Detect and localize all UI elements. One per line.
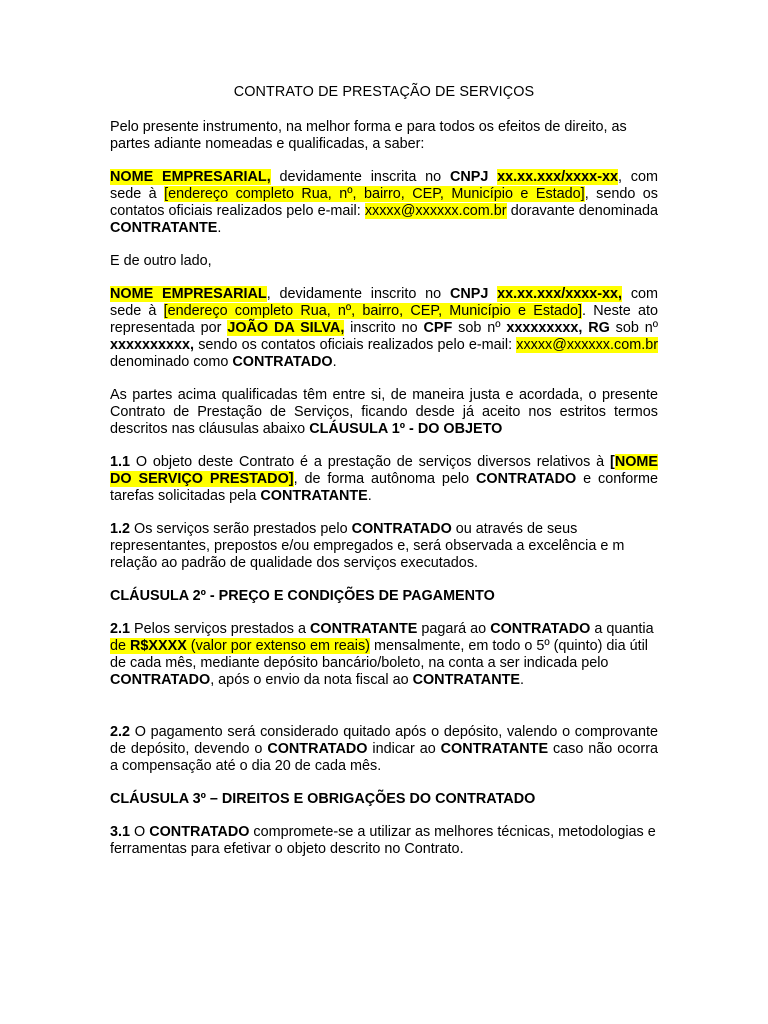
role-contratante: CONTRATANTE xyxy=(260,488,368,504)
text-run: inscrito no xyxy=(344,320,424,336)
role-contratado: CONTRATADO xyxy=(490,621,591,637)
text-run: Pelos serviços prestados a xyxy=(130,621,310,637)
clause-number: 3.1 xyxy=(110,824,131,840)
payment-amount xyxy=(110,638,370,654)
text-run: indicar ao xyxy=(367,741,441,757)
contratante-cnpj: xx.xx.xxx/xxxx-xx xyxy=(497,169,618,185)
text-run xyxy=(488,169,497,185)
contratante-address: [endereço completo Rua, nº, bairro, CEP, Município e Estado] xyxy=(164,186,585,202)
text-run: e conforme tarefas solicitadas pela xyxy=(110,471,658,504)
text-run: , sendo os contatos oficiais realizados pelo e-mail: xyxy=(110,186,658,219)
role-contratante: CONTRATANTE xyxy=(309,621,418,637)
text-run: sendo os contatos oficiais realizados pelo e-mail: xyxy=(194,337,517,353)
rg-number: xxxxxxxxxx, xyxy=(110,337,195,353)
text-run: sob nº xyxy=(609,320,658,336)
contratado-paragraph xyxy=(110,286,658,371)
contratante-name: NOME EMPRESARIAL, xyxy=(110,169,271,185)
text-run: , com sede à xyxy=(110,169,658,202)
text-run: de xyxy=(110,638,131,654)
text-run xyxy=(488,286,497,302)
text-run: devidamente inscrita no xyxy=(270,169,450,185)
text-run: ou através de seus representantes, prepostos e/ou empregados e, será observada a excelência e m relação ao padrão de qualidade dos serviços executados. xyxy=(110,521,625,571)
clause-1-1 xyxy=(110,454,658,505)
text-run: denominado como xyxy=(110,354,233,370)
clause-2-1 xyxy=(110,621,658,689)
text-run: . xyxy=(217,220,222,236)
cpf-label: CPF xyxy=(423,320,453,336)
document-title: CONTRATO DE PRESTAÇÃO DE SERVIÇOS xyxy=(233,84,535,100)
text-run: O pagamento será considerado quitado após o depósito, valendo o comprovante de depósito, devendo o xyxy=(110,724,658,757)
cpf-rg-number: xxxxxxxxx, RG xyxy=(506,320,610,336)
representative-name: JOÃO DA SILVA, xyxy=(227,320,345,336)
clause1-heading: CLÁUSULA 1º - DO OBJETO xyxy=(309,421,503,437)
clause-number: 2.1 xyxy=(110,621,131,637)
text-run: Os serviços serão prestados pelo xyxy=(130,521,352,537)
clause2-heading: CLÁUSULA 2º - PREÇO E CONDIÇÕES DE PAGAMENTO xyxy=(110,588,495,604)
text-run: , após o envio da nota fiscal ao xyxy=(210,672,413,688)
text-run: , devidamente inscrito no xyxy=(266,286,450,302)
text-run: caso não ocorra a compensação até o dia 20 de cada mês. xyxy=(110,741,658,774)
text-run: pagará ao xyxy=(417,621,491,637)
service-name: NOME DO SERVIÇO PRESTADO] xyxy=(110,454,658,487)
contratado-role: CONTRATADO xyxy=(232,354,333,370)
amount-words: (valor por extenso em reais) xyxy=(186,638,370,654)
contratante-paragraph xyxy=(110,169,658,237)
text-run: a quantia xyxy=(590,621,654,637)
text-run: compromete-se a utilizar as melhores técnicas, metodologias e ferramentas para efetivar o objeto descrito no Contrato. xyxy=(110,824,656,857)
cnpj-label: CNPJ xyxy=(449,286,489,302)
role-contratado: CONTRATADO xyxy=(110,672,211,688)
clause3-heading: CLÁUSULA 3º – DIREITOS E OBRIGAÇÕES DO CONTRATADO xyxy=(110,791,536,807)
clause-1-2 xyxy=(110,521,658,572)
text-run: O objeto deste Contrato é a prestação de serviços diversos relativos à xyxy=(130,454,611,470)
intro-paragraph: Pelo presente instrumento, na melhor forma e para todos os efeitos de direito, as partes adiante nomeadas e qualificadas, a saber: xyxy=(110,119,627,152)
contratado-email: xxxxx@xxxxxx.com.br xyxy=(516,337,658,353)
contratado-address: [endereço completo Rua, nº, bairro, CEP, Município e Estado] xyxy=(163,303,583,319)
bracket: [ xyxy=(610,454,615,470)
text-run: . Neste ato representada por xyxy=(110,303,658,336)
text-run: . xyxy=(332,354,337,370)
role-contratado: CONTRATADO xyxy=(476,471,577,487)
text-run: O xyxy=(130,824,150,840)
role-contratante: CONTRATANTE xyxy=(412,672,520,688)
contratado-name: NOME EMPRESARIAL xyxy=(110,286,267,302)
role-contratado: CONTRATADO xyxy=(149,824,250,840)
text-run: , de forma autônoma pelo xyxy=(293,471,477,487)
clause-2-2 xyxy=(110,724,658,775)
text-run: sob nº xyxy=(452,320,507,336)
clause-number: 1.1 xyxy=(110,454,131,470)
cnpj-label: CNPJ xyxy=(449,169,489,185)
text-run: . xyxy=(519,672,524,688)
role-contratado: CONTRATADO xyxy=(351,521,452,537)
contratante-role: CONTRATANTE xyxy=(110,220,218,236)
text-run: com sede à xyxy=(110,286,659,319)
text-run: doravante denominada xyxy=(506,203,658,219)
amount-value: R$XXXX xyxy=(130,638,187,654)
text-run: mensalmente, em todo o 5º (quinto) dia útil de cada mês, mediante depósito bancário/boleto, na conta a ser indicada pelo xyxy=(110,638,648,671)
contratante-email: xxxxx@xxxxxx.com.br xyxy=(364,203,507,219)
clause-number: 1.2 xyxy=(110,521,131,537)
role-contratante: CONTRATANTE xyxy=(440,741,549,757)
clause-3-1 xyxy=(110,824,658,858)
role-contratado: CONTRATADO xyxy=(267,741,368,757)
other-side-paragraph: E de outro lado, xyxy=(110,253,212,269)
contratado-cnpj: xx.xx.xxx/xxxx-xx, xyxy=(497,286,623,302)
text-run: . xyxy=(367,488,372,504)
text-run: As partes acima qualificadas têm entre si, de maneira justa e acordada, o presente Contrato de Prestação de Serviços, ficando desde já aceito nos estritos termos descritos nas cláusulas abaixo xyxy=(110,387,658,437)
parties-paragraph xyxy=(110,387,658,438)
clause-number: 2.2 xyxy=(110,724,131,740)
